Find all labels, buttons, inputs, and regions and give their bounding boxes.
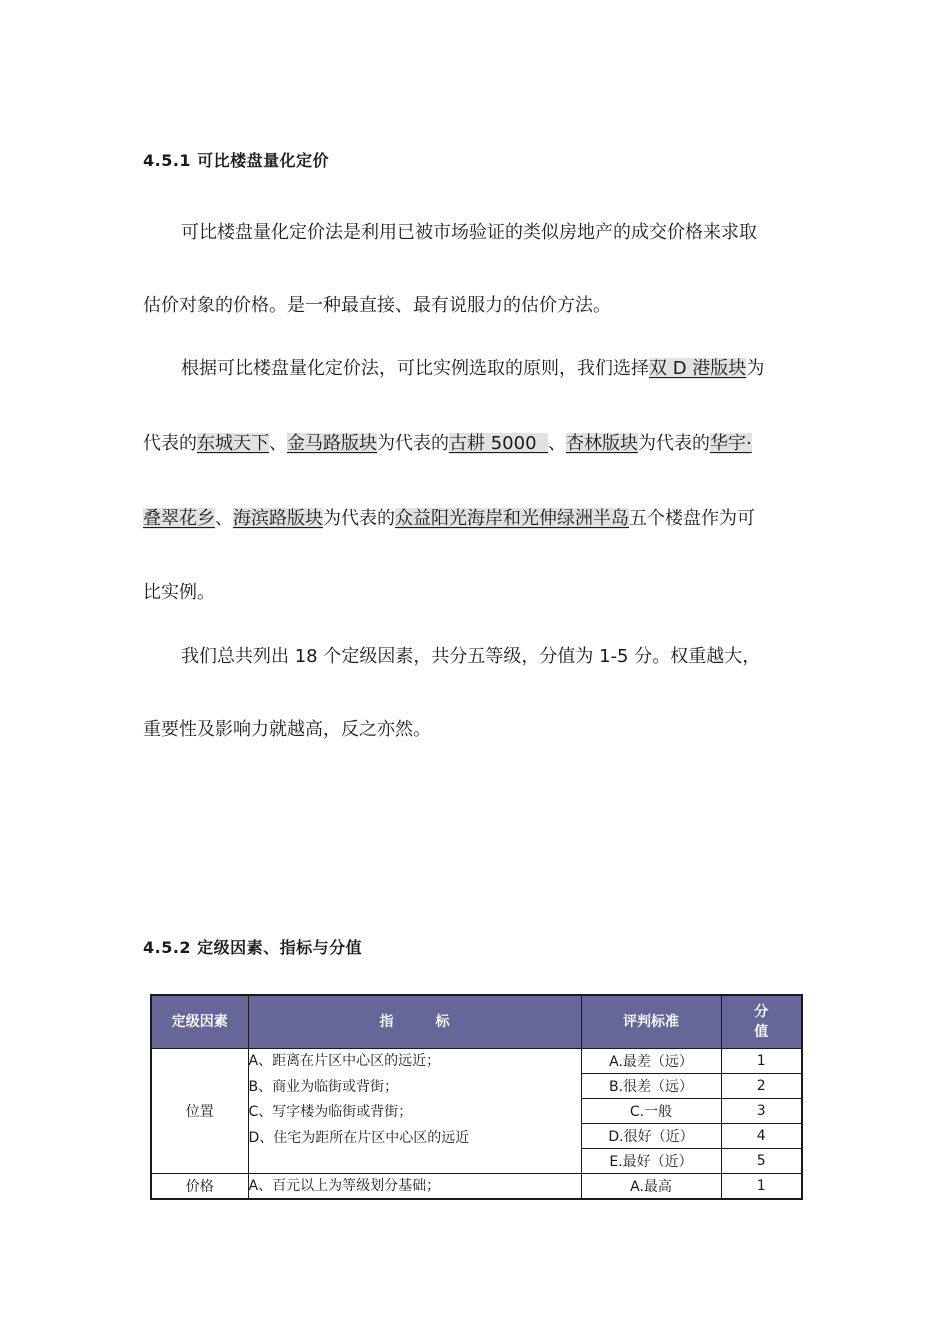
highlight-haibin-road: 海滨路版块: [233, 508, 323, 529]
criteria-cell: D.很好（近）: [581, 1124, 721, 1149]
text-span: 、: [547, 433, 566, 454]
text-span: 为代表的: [323, 508, 395, 529]
paragraph-2-line-4: 比实例。: [143, 582, 215, 603]
score-cell: 1: [721, 1049, 802, 1074]
table-row: [151, 1049, 802, 1074]
text-span: 为: [746, 358, 765, 379]
indicators-location: [248, 1049, 581, 1174]
header-indicator: 指 标: [248, 995, 581, 1049]
indicator-price: A、百元以上为等级划分基础；: [248, 1174, 581, 1200]
text-span: 根据可比楼盘量化定价法，可比实例选取的原则，我们选择: [181, 358, 649, 379]
header-score-line-2: 值: [754, 1024, 769, 1040]
text-span: 为代表的: [637, 433, 710, 454]
highlight-gugeng-5000: 古耕 5000: [449, 433, 548, 454]
criteria-cell: C.一般: [581, 1099, 721, 1124]
page-blank-area: [0, 1200, 950, 1344]
paragraph-1-line-2: 估价对象的价格。是一种最直接、最有说服力的估价方法。: [143, 295, 611, 316]
paragraph-3-line-1: 我们总共列出 18 个定级因素，共分五等级，分值为 1-5 分。权重越大，: [181, 646, 761, 667]
indicator-item: A、距离在片区中心区的远近；: [248, 1053, 441, 1069]
indicator-item: D、住宅为距所在片区中心区的远近: [248, 1129, 470, 1146]
header-factor: 定级因素: [151, 995, 248, 1049]
factor-location: 位置: [151, 1049, 248, 1174]
score-cell: 5: [721, 1149, 802, 1174]
highlight-huayu: 华宇·: [709, 433, 752, 454]
criteria-cell: E.最好（近）: [581, 1149, 721, 1174]
text-span: 五个楼盘作为可: [629, 508, 755, 529]
criteria-cell: B.很差（远）: [581, 1074, 721, 1099]
table-row: [151, 1174, 802, 1200]
score-cell: 1: [721, 1174, 802, 1200]
header-score: [721, 995, 802, 1049]
table-header-row: [151, 995, 802, 1049]
section-heading-452: 4.5.2 定级因素、指标与分值: [143, 938, 363, 957]
score-cell: 2: [721, 1074, 802, 1099]
text-span: 为代表的: [377, 433, 449, 454]
factor-price: 价格: [151, 1174, 248, 1200]
highlight-diecui-huaxiang: 叠翠花乡: [143, 508, 215, 529]
text-span: 、: [269, 433, 287, 454]
criteria-cell: A.最高: [581, 1174, 721, 1200]
paragraph-3-line-2: 重要性及影响力就越高，反之亦然。: [143, 719, 431, 740]
text-span: 、: [215, 508, 233, 529]
section-heading-451: 4.5.1 可比楼盘量化定价: [143, 151, 330, 170]
header-score-line-1: 分: [754, 1004, 769, 1020]
highlight-jinma-road: 金马路版块: [287, 433, 377, 454]
highlight-zhongyi-yangguang: 众益阳光海岸和光伸绿洲半岛: [395, 508, 629, 529]
score-cell: 4: [721, 1124, 802, 1149]
indicator-item: B、商业为临街或背街；: [248, 1078, 399, 1095]
paragraph-2-line-2: [143, 432, 752, 456]
paragraph-2-line-1: [181, 357, 764, 381]
highlight-dongcheng-tianxia: 东城天下: [197, 433, 269, 454]
paragraph-1-line-1: 可比楼盘量化定价法是利用已被市场验证的类似房地产的成交价格来求取: [181, 222, 757, 243]
text-span: 代表的: [143, 433, 197, 454]
highlight-shuang-d-gang: 双 D 港版块: [649, 358, 747, 379]
criteria-cell: A.最差（远）: [581, 1049, 721, 1074]
paragraph-2-line-3: [143, 507, 755, 531]
header-criteria: 评判标准: [581, 995, 721, 1049]
indicator-item: C、写字楼为临街或背街；: [248, 1104, 413, 1120]
grading-table: [150, 994, 803, 1200]
highlight-xinglin: 杏林版块: [565, 433, 638, 454]
score-cell: 3: [721, 1099, 802, 1124]
